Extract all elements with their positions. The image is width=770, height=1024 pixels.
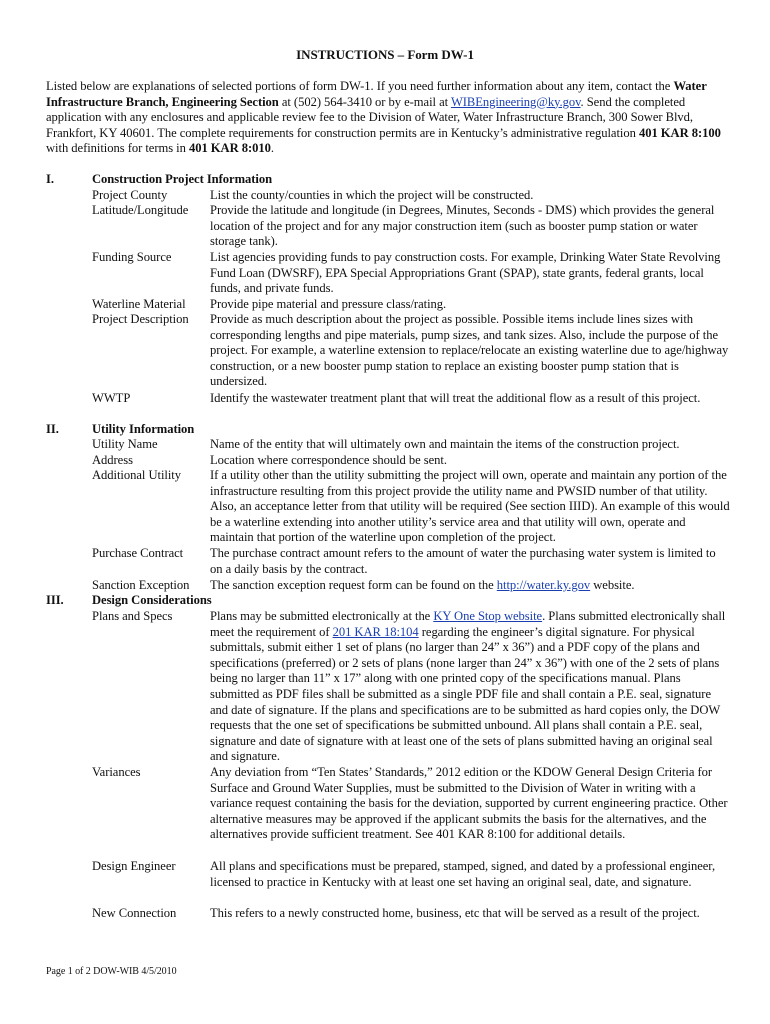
project-county-text: List the county/counties in which the project will be constructed. xyxy=(210,188,534,202)
intro-text-5: . xyxy=(270,141,274,156)
wwtp-label: WWTP xyxy=(92,391,131,405)
waterline-text: Provide pipe material and pressure class/rating. xyxy=(210,297,447,311)
plans-specs-text xyxy=(210,609,730,765)
page-title: INSTRUCTIONS – Form DW-1 xyxy=(296,47,474,62)
section-3-heading: Design Considerations xyxy=(92,593,212,607)
variances-text: Any deviation from “Ten States’ Standards,” 2012 edition or the KDOW General Design Criteria for Surface and Ground Water Supplies, must be submitted to the Division of Water in writing with a variance request containing the basis for the deviation, supported by current engineering practice. Other alternative measures may be approved if the applicant submits the basis for the alternatives, and the alternatives provide sufficient treatment. See 401 KAR 8:100 for additional details. xyxy=(210,765,728,842)
purchase-contract-label: Purchase Contract xyxy=(92,546,184,560)
utility-name-label: Utility Name xyxy=(92,437,158,451)
sanction-text-a: The sanction exception request form can be found on the xyxy=(210,578,497,592)
address-label: Address xyxy=(92,453,133,467)
wwtp-text: Identify the wastewater treatment plant that will treat the additional flow as a result of this project. xyxy=(210,391,701,405)
intro-branch: Water Infrastructure Branch, Engineering Section xyxy=(46,79,707,109)
section-1-heading: Construction Project Information xyxy=(92,172,273,186)
new-connection-label: New Connection xyxy=(92,906,177,920)
new-connection-text: This refers to a newly constructed home, business, etc that will be served as a result of the project. xyxy=(210,906,700,920)
sanction-exception-label: Sanction Exception xyxy=(92,578,190,592)
purchase-contract-text: The purchase contract amount refers to the amount of water the purchasing water system is limited to on a daily basis by the contract. xyxy=(210,546,716,576)
additional-utility-label: Additional Utility xyxy=(92,468,182,482)
intro-text-2: at (502) 564-3410 or by e-mail at xyxy=(278,94,451,109)
plans-text-b: . Plans submitted electronically shall meet the requirement of xyxy=(210,609,726,639)
variances-label: Variances xyxy=(92,765,141,779)
water-ky-gov-link[interactable]: http://water.ky.gov xyxy=(496,578,591,592)
sanction-exception-text xyxy=(210,578,730,594)
waterline-label: Waterline Material xyxy=(92,297,186,311)
intro-text-1: Listed below are explanations of selected portions of form DW-1. If you need further information about any item, contact the xyxy=(46,79,674,93)
additional-utility-text: If a utility other than the utility submitting the project will own, operate and maintain any portion of the infrastructure resulting from this project provide the utility name and PWSID number of that utility. Also, an acceptance letter from that utility will be required (See section IIID). An example of this would be a waterline extending into another utility’s service area and that utility will own, operate and maintain that portion of the waterline upon completion of the project. xyxy=(210,468,730,545)
lat-long-label: Latitude/Longitude xyxy=(92,203,189,217)
plans-text-c: regarding the engineer’s digital signature. For physical submittals, submit either 1 set of plans (no larger than 24” x 36”) and a PDF copy of the plans and specifications (preferred) or 2 sets of plans (none larger than 24” x 36”) with one of the 2 sets of plans being no larger than 11” x 17” along with one printed copy of the specifications manual. Plans submitted as PDF files shall be submitted as a single PDF file and shall contain a P.E. seal, signature and date of signature. If the plans and specifications are to be submitted as hard copies only, the DOW requests that the one set of specifications be submitted unbound. All plans shall contain a P.E. seal, signature and date of signature with at least one of the sets of plans submitted having an original seal and signature. xyxy=(210,624,720,764)
project-county-label: Project County xyxy=(92,188,168,202)
plans-text-a: Plans may be submitted electronically at the xyxy=(210,609,434,623)
section-1-number: I. xyxy=(46,172,54,186)
description-text: Provide as much description about the project as possible. Possible items include lines sizes with corresponding lengths and pipe materials, pump sizes, and tank sizes. Also, include the purpose of the project. For example, a waterline extension to replace/relocate an existing waterline due to age/highway construction, or a new booster pump station to replace an existing booster pump station that is undersized. xyxy=(210,312,729,389)
section-2-number: II. xyxy=(46,422,59,436)
lat-long-text: Provide the latitude and longitude (in Degrees, Minutes, Seconds - DMS) which provides the general location of the project and for any major construction item (such as booster pump station or water storage tank). xyxy=(210,203,715,249)
page-footer: Page 1 of 2 DOW-WIB 4/5/2010 xyxy=(46,966,177,977)
section-3-number: III. xyxy=(46,593,64,607)
kar-18-104-link[interactable]: 201 KAR 18:104 xyxy=(332,624,419,639)
design-engineer-text: All plans and specifications must be prepared, stamped, signed, and dated by a professional engineer, licensed to practice in Kentucky with at least one set having an original seal, date, and signature. xyxy=(210,859,716,889)
funding-label: Funding Source xyxy=(92,250,172,264)
ky-one-stop-link[interactable]: KY One Stop website xyxy=(433,609,543,623)
sanction-text-b: website. xyxy=(590,578,635,592)
design-engineer-label: Design Engineer xyxy=(92,859,176,873)
intro-text-3: . Send the completed application with any enclosures and applicable review fee to the Division of Water, Water Infrastructure Branch, 300 Sower Blvd, Frankfort, KY 40601. The complete requirements for construction permits are in Kentucky’s administrative regulation xyxy=(46,94,694,140)
intro-reg-1: 401 KAR 8:100 xyxy=(638,125,721,140)
intro-paragraph xyxy=(46,79,731,157)
utility-name-text: Name of the entity that will ultimately own and maintain the items of the construction project. xyxy=(210,437,680,451)
section-2-heading: Utility Information xyxy=(92,422,195,436)
description-label: Project Description xyxy=(92,312,189,326)
intro-reg-2: 401 KAR 8:010 xyxy=(188,141,271,156)
funding-text: List agencies providing funds to pay construction costs. For example, Drinking Water State Revolving Fund Loan (DWSRF), EPA Special Appropriations Grant (SPAP), state grants, federal grants, local funds, and private funds. xyxy=(210,250,721,296)
address-text: Location where correspondence should be sent. xyxy=(210,453,447,467)
email-link[interactable]: WIBEngineering@ky.gov xyxy=(450,94,581,109)
intro-text-4: with definitions for terms in xyxy=(46,141,189,156)
plans-specs-label: Plans and Specs xyxy=(92,609,173,623)
